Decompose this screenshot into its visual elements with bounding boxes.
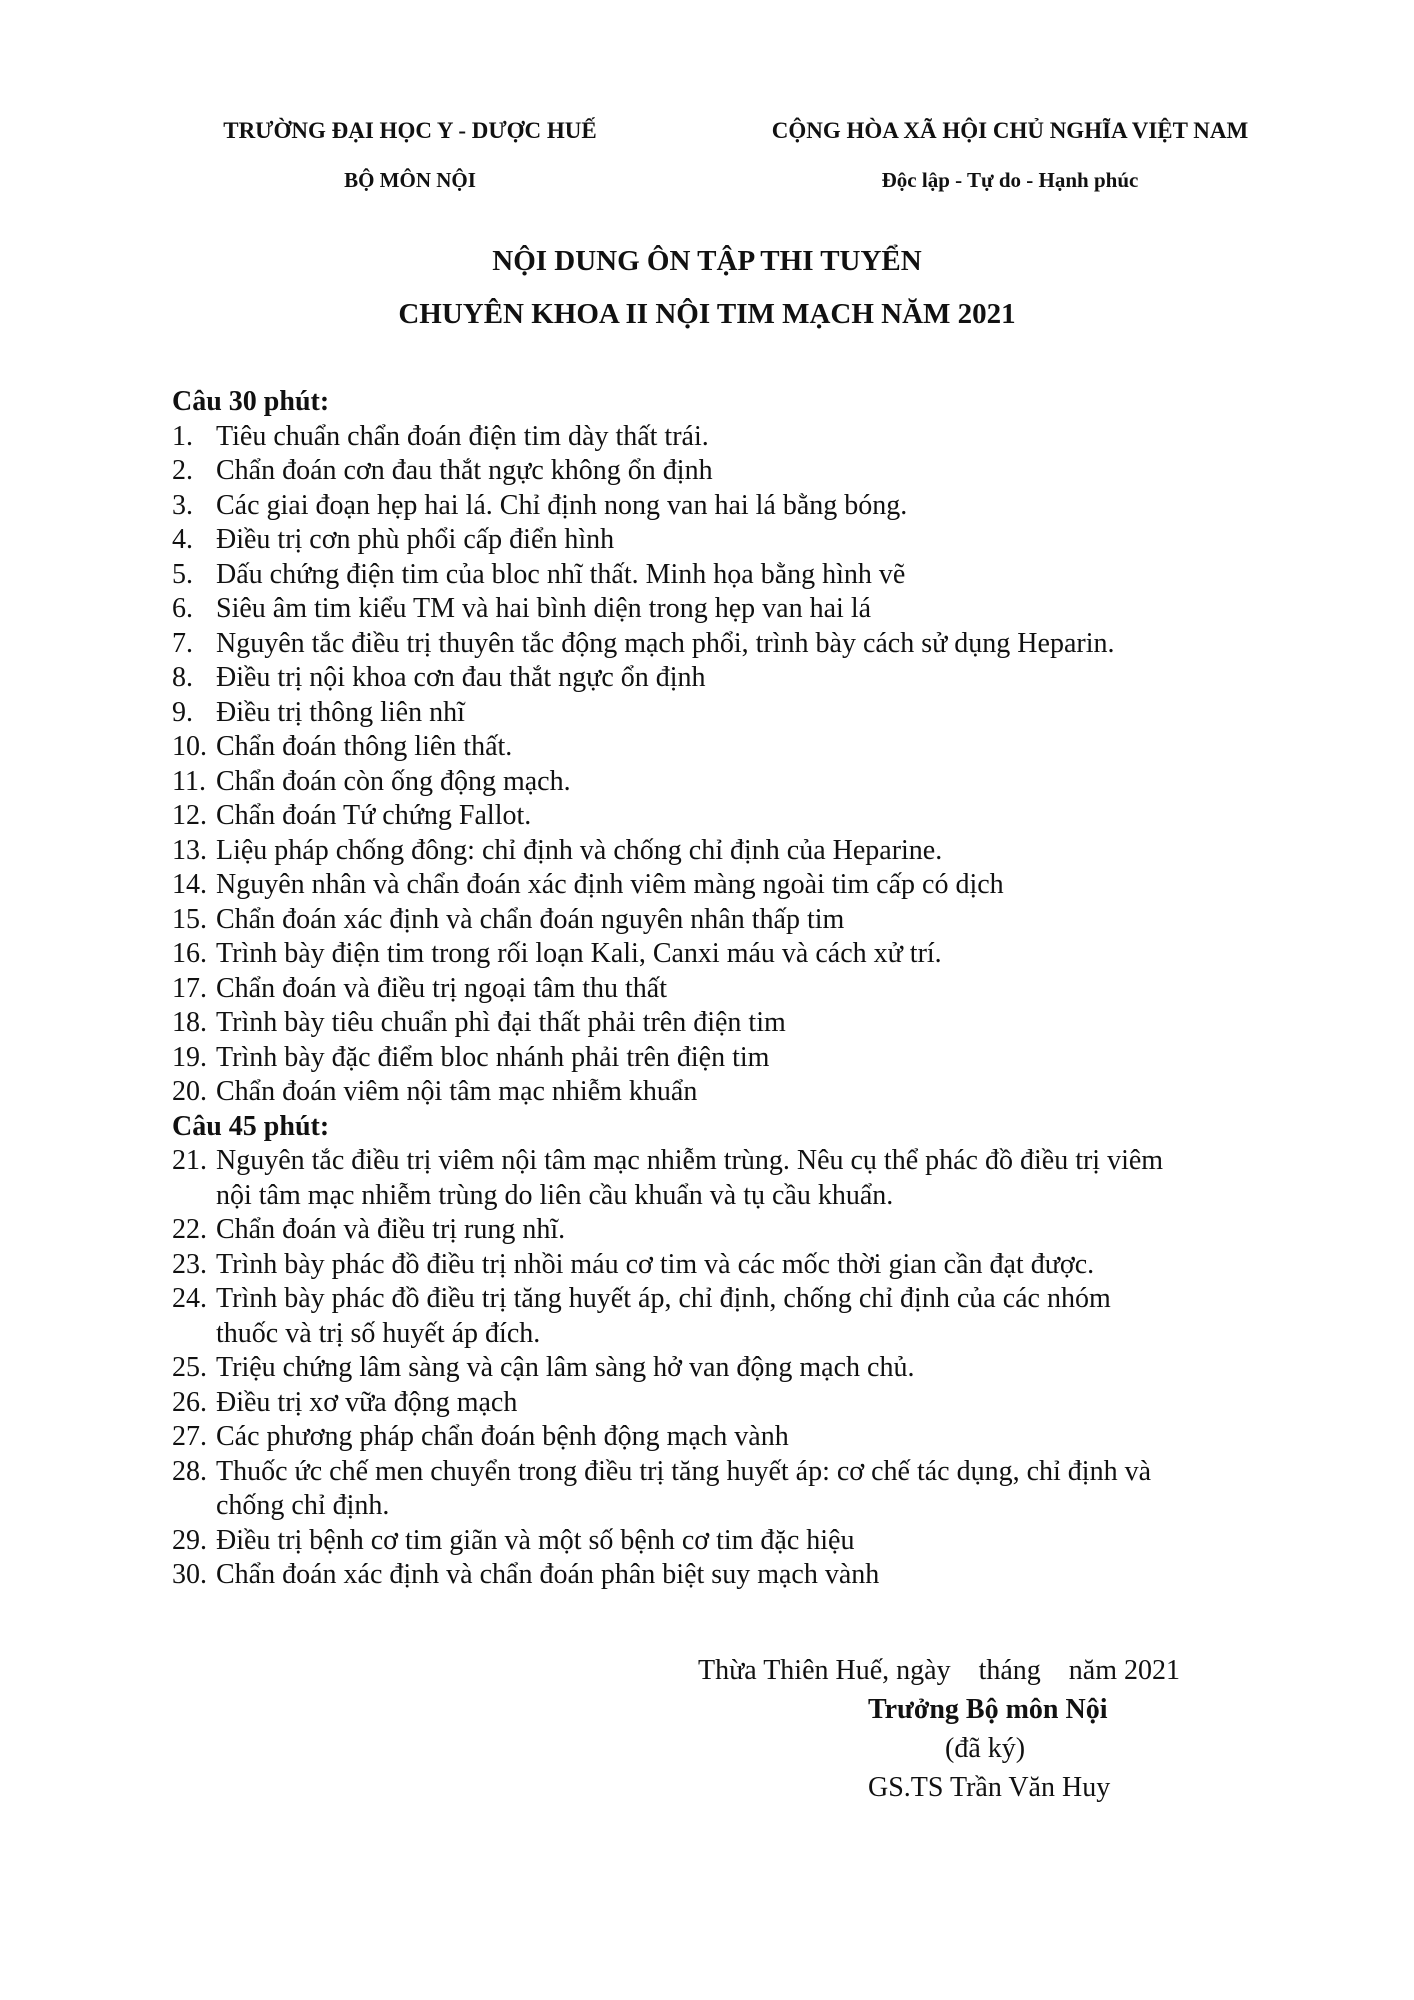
list-item	[172, 1558, 1292, 1593]
item-number: 8.	[172, 662, 193, 693]
list-item	[172, 1524, 1292, 1559]
university-name: TRƯỜNG ĐẠI HỌC Y - DƯỢC HUẾ	[223, 118, 597, 143]
national-motto: Độc lập - Tự do - Hạnh phúc	[881, 168, 1139, 192]
list-item	[172, 730, 1292, 765]
list-item	[172, 592, 1292, 627]
list-item	[172, 489, 1292, 524]
signer-name: GS.TS Trần Văn Huy	[868, 1772, 1111, 1803]
item-text: Điều trị xơ vữa động mạch	[216, 1386, 518, 1418]
list-item	[172, 1351, 1292, 1386]
item-number: 9.	[172, 696, 193, 728]
country-name: CỘNG HÒA XÃ HỘI CHỦ NGHĨA VIỆT NAM	[771, 118, 1249, 143]
question-list	[172, 385, 1292, 1593]
item-text: Chẩn đoán cơn đau thắt ngực không ổn định	[216, 455, 713, 486]
item-text: Chẩn đoán thông liên thất.	[216, 731, 513, 762]
item-number: 19.	[172, 1041, 207, 1073]
item-number: 5.	[172, 558, 193, 590]
item-text: Các giai đoạn hẹp hai lá. Chỉ định nong van hai lá bằng bóng.	[216, 489, 908, 521]
item-text: Trình bày đặc điểm bloc nhánh phải trên điện tim	[216, 1041, 770, 1073]
document-title-line2: CHUYÊN KHOA II NỘI TIM MẠCH NĂM 2021	[398, 298, 1016, 330]
section-heading: Câu 30 phút:	[172, 386, 330, 417]
item-number: 16.	[172, 938, 207, 969]
signed-note: (đã ký)	[945, 1733, 1026, 1764]
item-text: Chẩn đoán còn ống động mạch.	[216, 765, 571, 797]
item-text: Triệu chứng lâm sàng và cận lâm sàng hở van động mạch chủ.	[216, 1352, 915, 1383]
item-number: 13.	[172, 834, 207, 866]
item-text: Siêu âm tim kiểu TM và hai bình diện trong hẹp van hai lá	[216, 593, 872, 624]
item-number: 30.	[172, 1559, 207, 1590]
item-number: 11.	[172, 765, 206, 797]
item-text: Nguyên nhân và chẩn đoán xác định viêm màng ngoài tim cấp có dịch	[216, 869, 1004, 900]
list-item	[172, 454, 1292, 489]
list-item	[172, 558, 1292, 593]
item-number: 25.	[172, 1352, 207, 1383]
list-item	[172, 627, 1292, 662]
item-number: 15.	[172, 903, 207, 935]
item-text: Dấu chứng điện tim của bloc nhĩ thất. Minh họa bằng hình vẽ	[216, 558, 906, 590]
list-item	[172, 1006, 1292, 1041]
list-item	[172, 868, 1292, 903]
list-item	[172, 1282, 1292, 1351]
item-text: Trình bày phác đồ điều trị tăng huyết áp, chỉ định, chống chỉ định của các nhóm thuốc và trị số huyết áp đích.	[216, 1283, 1111, 1349]
item-number: 22.	[172, 1214, 207, 1245]
list-item	[172, 1213, 1292, 1248]
item-text: Các phương pháp chẩn đoán bệnh động mạch vành	[216, 1421, 789, 1452]
list-item	[172, 1075, 1292, 1110]
list-item	[172, 1144, 1292, 1213]
list-item	[172, 765, 1292, 800]
item-text: Chẩn đoán xác định và chẩn đoán phân biệt suy mạch vành	[216, 1559, 880, 1590]
item-text: Điều trị thông liên nhĩ	[216, 696, 465, 728]
list-item	[172, 1041, 1292, 1076]
item-text: Trình bày điện tim trong rối loạn Kali, Canxi máu và cách xử trí.	[216, 938, 942, 969]
item-number: 14.	[172, 869, 207, 900]
place-date: Thừa Thiên Huế, ngày tháng năm 2021	[698, 1655, 1181, 1686]
list-item	[172, 1455, 1292, 1524]
list-item	[172, 834, 1292, 869]
item-number: 20.	[172, 1076, 207, 1107]
list-item	[172, 937, 1292, 972]
department-name: BỘ MÔN NỘI	[344, 168, 476, 192]
item-number: 24.	[172, 1283, 207, 1314]
list-item	[172, 420, 1292, 455]
item-text: Tiêu chuẩn chẩn đoán điện tim dày thất trái.	[216, 420, 709, 452]
signer-position: Trưởng Bộ môn Nội	[868, 1694, 1108, 1725]
item-text: Nguyên tắc điều trị thuyên tắc động mạch phổi, trình bày cách sử dụng Heparin.	[216, 627, 1115, 659]
item-text: Trình bày tiêu chuẩn phì đại thất phải trên điện tim	[216, 1007, 786, 1038]
list-item	[172, 1420, 1292, 1455]
list-item	[172, 696, 1292, 731]
item-number: 28.	[172, 1455, 207, 1487]
item-number: 7.	[172, 627, 193, 659]
item-text: Chẩn đoán xác định và chẩn đoán nguyên nhân thấp tim	[216, 903, 845, 935]
item-text: Điều trị bệnh cơ tim giãn và một số bệnh cơ tim đặc hiệu	[216, 1524, 855, 1556]
section-heading: Câu 45 phút:	[172, 1110, 330, 1142]
item-text: Chẩn đoán và điều trị rung nhĩ.	[216, 1214, 566, 1245]
item-text: Chẩn đoán viêm nội tâm mạc nhiễm khuẩn	[216, 1076, 698, 1107]
list-item	[172, 1248, 1292, 1283]
item-number: 6.	[172, 593, 193, 624]
list-item	[172, 903, 1292, 938]
item-text: Thuốc ức chế men chuyển trong điều trị tăng huyết áp: cơ chế tác dụng, chỉ định và chống chỉ định.	[216, 1455, 1152, 1521]
list-item	[172, 1386, 1292, 1421]
item-text: Nguyên tắc điều trị viêm nội tâm mạc nhiễm trùng. Nêu cụ thể phác đồ điều trị viêm nội tâm mạc nhiễm trùng do liên cầu khuẩn và tụ cầu khuẩn.	[216, 1145, 1164, 1211]
list-item	[172, 972, 1292, 1007]
item-number: 4.	[172, 524, 193, 555]
list-item	[172, 523, 1292, 558]
item-number: 26.	[172, 1386, 207, 1418]
document-title-line1: NỘI DUNG ÔN TẬP THI TUYỂN	[492, 245, 922, 277]
item-number: 2.	[172, 455, 193, 486]
list-item	[172, 799, 1292, 834]
list-item	[172, 661, 1292, 696]
item-text: Chẩn đoán Tứ chứng Fallot.	[216, 800, 532, 831]
item-number: 1.	[172, 420, 193, 452]
item-text: Điều trị nội khoa cơn đau thắt ngực ổn định	[216, 662, 706, 693]
item-number: 3.	[172, 489, 193, 521]
item-number: 10.	[172, 731, 207, 762]
item-number: 21.	[172, 1145, 207, 1176]
item-number: 23.	[172, 1248, 207, 1280]
item-text: Chẩn đoán và điều trị ngoại tâm thu thất	[216, 972, 668, 1004]
item-number: 17.	[172, 972, 207, 1004]
item-number: 12.	[172, 800, 207, 831]
item-text: Điều trị cơn phù phổi cấp điển hình	[216, 524, 615, 555]
item-number: 27.	[172, 1421, 207, 1452]
item-text: Trình bày phác đồ điều trị nhồi máu cơ tim và các mốc thời gian cần đạt được.	[216, 1248, 1095, 1280]
item-number: 29.	[172, 1524, 207, 1556]
item-number: 18.	[172, 1007, 207, 1038]
item-text: Liệu pháp chống đông: chỉ định và chống chỉ định của Heparine.	[216, 834, 943, 866]
